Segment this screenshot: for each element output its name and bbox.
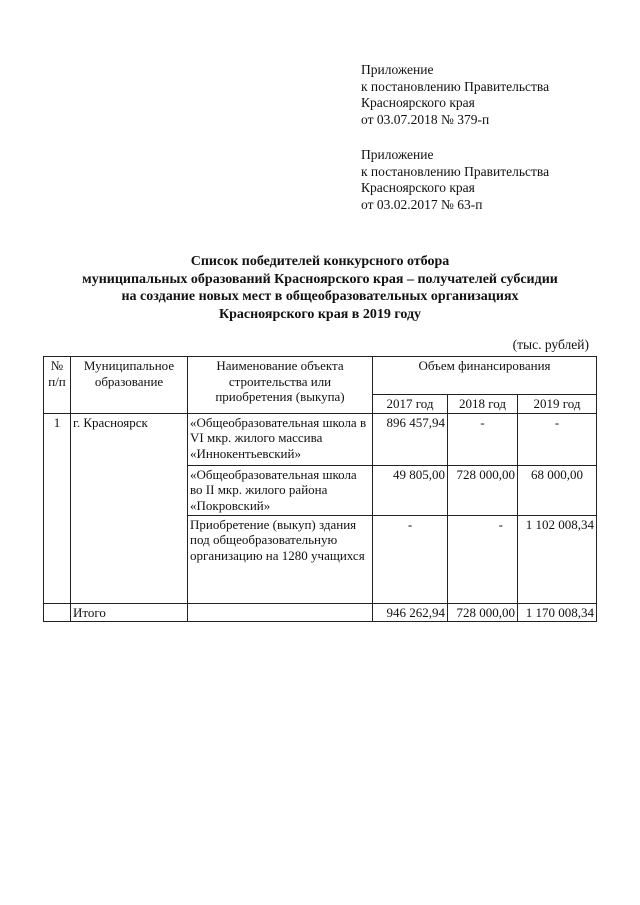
table-row (44, 413, 597, 465)
title-line: муниципальных образований Красноярского края – получателей субсидии (82, 271, 558, 287)
total-2017: 946 262,94 (373, 603, 448, 622)
table-total-row (44, 603, 597, 622)
header-object: Наименование объекта строительства или приобретения (выкупа) (188, 357, 373, 414)
row-2018: - (448, 413, 518, 465)
total-object-cell (188, 603, 373, 622)
title-line: Список победителей конкурсного отбора (190, 254, 450, 269)
header-year-2018: 2018 год (448, 395, 518, 414)
title-line: Красноярского края в 2019 году (218, 306, 422, 322)
row-2019: - (518, 413, 597, 465)
row-num: 1 (44, 413, 71, 603)
row-2018: 728 000,00 (448, 465, 518, 515)
appendix-date: от 03.02.2017 № 63-п (361, 196, 483, 212)
appendix-line: Красноярского края (361, 95, 475, 110)
row-2019: 1 102 008,34 (518, 515, 597, 603)
appendix-block-2 (361, 147, 549, 213)
table-header-row (44, 357, 597, 395)
row-object: «Общеобразовательная школа во II мкр. жилого района «Покровский» (188, 465, 373, 515)
header-year-2019: 2019 год (518, 395, 597, 414)
row-municipality: г. Красноярск (71, 413, 188, 603)
row-2018: - (448, 515, 518, 603)
row-object: Приобретение (выкуп) здания под общеобразовательную организацию на 1280 учащихся (188, 515, 373, 603)
row-2019: 68 000,00 (518, 465, 597, 515)
units-label: (тыс. рублей) (512, 337, 589, 352)
appendix-block-1 (361, 62, 549, 128)
row-2017: 896 457,94 (373, 413, 448, 465)
winners-table (43, 356, 597, 622)
total-2018: 728 000,00 (448, 603, 518, 622)
row-2017: - (373, 515, 448, 603)
appendix-line: Красноярского края (361, 180, 475, 195)
appendix-line: к постановлению Правительства (361, 78, 550, 94)
total-2019: 1 170 008,34 (518, 603, 597, 622)
appendix-line: Приложение (361, 62, 434, 77)
total-num-cell (44, 603, 71, 622)
appendix-line: Приложение (361, 147, 434, 162)
title-line: на создание новых мест в общеобразовательных организациях (121, 289, 519, 304)
row-2017: 49 805,00 (373, 465, 448, 515)
header-municipality: Муниципальное образование (71, 357, 188, 414)
document-title (0, 253, 640, 323)
header-year-2017: 2017 год (373, 395, 448, 414)
total-label: Итого (71, 603, 188, 622)
appendix-date: от 03.07.2018 № 379-п (361, 111, 490, 127)
row-object: «Общеобразовательная школа в VI мкр. жилого массива «Иннокентьевский» (188, 413, 373, 465)
header-num: № п/п (44, 357, 71, 414)
appendix-line: к постановлению Правительства (361, 163, 550, 179)
header-funding: Объем финансирования (373, 357, 597, 395)
